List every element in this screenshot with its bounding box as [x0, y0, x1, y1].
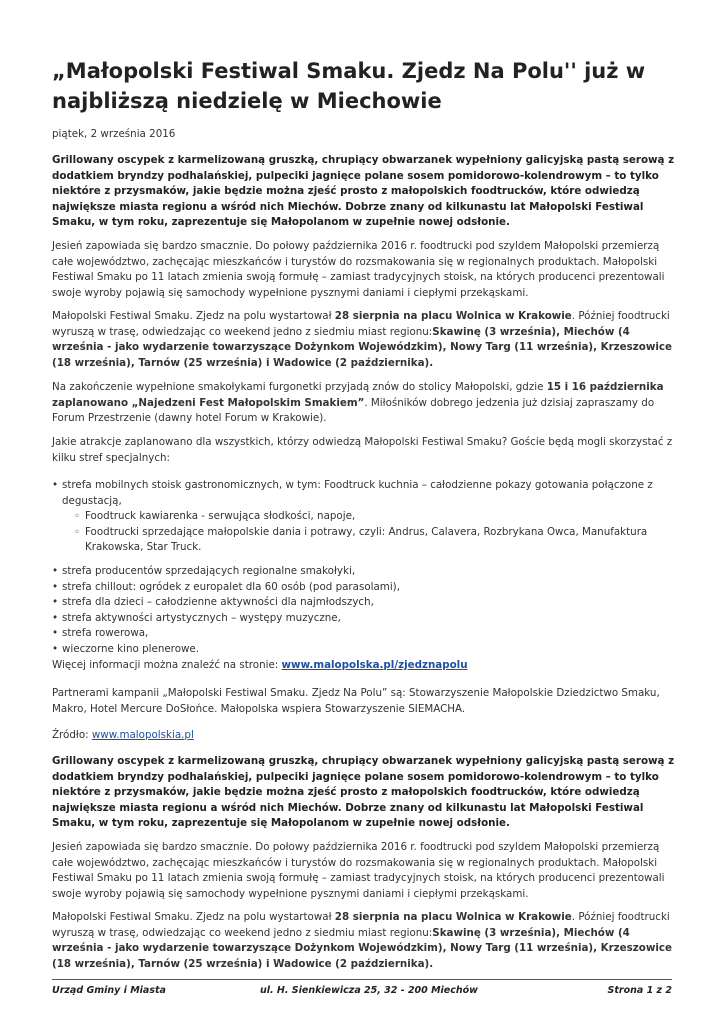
footer-page-number: Strona 1 z 2: [607, 985, 672, 996]
list-item: ◦ Foodtruck kawiarenka - serwująca słodkości, napoje,: [74, 509, 677, 525]
schedule-cities: Skawinę (3 września), Miechów (4 września - jako wydarzenie towarzyszące Dożynkom Wojewódzkim), Nowy Targ (11 września), Krzeszowice (18 września), Tarnów (25 września) i Wadowice (2 października).: [52, 325, 672, 369]
source-line: [52, 728, 677, 744]
schedule-cities: Skawinę (3 września), Miechów (4 września - jako wydarzenie towarzyszące Dożynkom Wojewódzkim), Nowy Targ (11 września), Krzeszowice (18 września), Tarnów (25 września) i Wadowice (2 października).: [52, 926, 672, 970]
article-date: piątek, 2 września 2016: [52, 128, 176, 140]
list-item: • strefa dla dzieci – całodzienne aktywności dla najmłodszych,: [52, 595, 677, 611]
paragraph-schedule: [52, 309, 677, 371]
source-link[interactable]: www.malopolskia.pl: [91, 729, 194, 741]
finale-event: 15 i 16 października zaplanowano „Najedzeni Fest Małopolskim Smakiem”: [52, 381, 664, 409]
paragraph-partners: Partnerami kampanii „Małopolski Festiwal Smaku. Zjedz Na Polu” są: Stowarzyszenie Małopolskie Dziedzictwo Smaku, Makro, Hotel Mercure DoSłońce. Małopolska wspiera Stowarzyszenie SIEMACHA.: [52, 687, 660, 715]
schedule-text-c: . Później foodtrucki wyruszą w trasę, odwiedzając co weekend jedno z siedmiu miast regionu:: [52, 310, 670, 338]
schedule-text-a: Małopolski Festiwal Smaku. Zjedz na polu wystartował: [52, 911, 335, 923]
list-item: [52, 478, 677, 556]
list-item: ◦ Foodtrucki sprzedające małopolskie dania i potrawy, czyli: Andrus, Calavera, Rozbrykana Owca, Manufaktura Krakowska, Star Truck.: [74, 525, 677, 556]
schedule-text-c: . Później foodtrucki wyruszą w trasę, odwiedzając co weekend jedno z siedmiu miast regionu:: [52, 911, 670, 939]
source-label: Źródło:: [52, 729, 92, 741]
finale-text-c: . Miłośników dobrego jedzenia już dzisiaj zapraszamy do Forum Przestrzenie (dawny hotel Forum w Krakowie).: [52, 396, 655, 425]
paragraph-attractions: Jakie atrakcje zaplanowano dla wszystkich, którzy odwiedzą Małopolski Festiwal Smaku? Goście będą mogli skorzystać z kilku stref specjalnych:: [52, 436, 673, 464]
more-info-text: Więcej informacji można znaleźć na stronie:: [52, 659, 282, 671]
schedule-start: 28 sierpnia na placu Wolnica w Krakowie: [334, 911, 572, 923]
paragraph-intro: Jesień zapowiada się bardzo smacznie. Do połowy października 2016 r. foodtrucki pod szyldem Małopolski przemierzą całe województwo, zachęcając mieszkańców i turystów do rozsmakowania się w regionalnych produktach. Małopolski Festiwal Smaku po 11 latach zmienia swoją formułę – zamiast tradycyjnych stoisk, na których producenci prezentowali swoje wyroby pojawią się samochody wypełnione pysznymi daniami i ciepłymi przekąskami.: [52, 240, 665, 299]
list-item: • strefa rowerowa,: [52, 626, 677, 642]
list-item: • strefa producentów sprzedających regionalne smakołyki,: [52, 564, 677, 580]
lead-paragraph-repeat: Grillowany oscypek z karmelizowaną gruszką, chrupiący obwarzanek wypełniony galicyjską pastą serową z dodatkiem bryndzy podhalańskiej, pulpeciki jagnięce polane sosem pomidorowo-kolendrowym – to tylko niektóre z przysmaków, jakie będzie można zjeść prosto z małopolskich foodtrucków, które odwiedzą największe miasta regionu a wśród nich Miechów. Dobrze znany od kilkunastu lat Małopolski Festiwal Smaku, w tym roku, zaprezentuje się Małopolanom w zupełnie nowej odsłonie.: [52, 755, 675, 830]
more-info: [52, 658, 677, 674]
page-footer: [52, 979, 672, 996]
list-item: • strefa chillout: ogródek z europalet dla 60 osób (pod parasolami),: [52, 580, 677, 596]
paragraph-intro-repeat: Jesień zapowiada się bardzo smacznie. Do połowy października 2016 r. foodtrucki pod szyldem Małopolski przemierzą całe województwo, zachęcając mieszkańców i turystów do rozsmakowania się w regionalnych produktach. Małopolski Festiwal Smaku po 11 latach zmienia swoją formułę – zamiast tradycyjnych stoisk, na których producenci prezentowali swoje wyroby pojawią się samochody wypełnione pysznymi daniami i ciepłymi przekąskami.: [52, 841, 665, 900]
zones-list: [52, 478, 677, 658]
schedule-start: 28 sierpnia na placu Wolnica w Krakowie: [334, 310, 572, 322]
article-title: „Małopolski Festiwal Smaku. Zjedz Na Polu'' już w najbliższą niedzielę w Miechowie: [52, 59, 646, 113]
finale-text-a: Na zakończenie wypełnione smakołykami furgonetki przyjadą znów do stolicy Małopolski, gdzie: [52, 381, 547, 393]
paragraph-schedule-repeat: [52, 910, 677, 972]
lead-paragraph: Grillowany oscypek z karmelizowaną gruszką, chrupiący obwarzanek wypełniony galicyjską pastą serową z dodatkiem bryndzy podhalańskiej, pulpeciki jagnięce polane sosem pomidorowo-kolendrowym – to tylko niektóre z przysmaków, jakie będzie można zjeść prosto z małopolskich foodtrucków, które odwiedzą największe miasta regionu a wśród nich Miechów. Dobrze znany od kilkunastu lat Małopolski Festiwal Smaku, w tym roku, zaprezentuje się Małopolanom w zupełnie nowej odsłonie.: [52, 154, 675, 229]
zone-mobile: strefa mobilnych stoisk gastronomicznych, w tym: Foodtruck kuchnia – całodzienne pokazy gotowania połączone z degustacją,: [62, 479, 653, 507]
list-item: • wieczorne kino plenerowe.: [52, 642, 677, 658]
footer-office: Urząd Gminy i Miasta: [52, 985, 166, 996]
footer-address: ul. H. Sienkiewicza 25, 32 - 200 Miechów: [260, 985, 478, 996]
list-item: • strefa aktywności artystycznych – występy muzyczne,: [52, 611, 677, 627]
more-info-link[interactable]: www.malopolska.pl/zjedznapolu: [281, 659, 468, 671]
paragraph-finale: [52, 380, 677, 427]
schedule-text-a: Małopolski Festiwal Smaku. Zjedz na polu wystartował: [52, 310, 335, 322]
